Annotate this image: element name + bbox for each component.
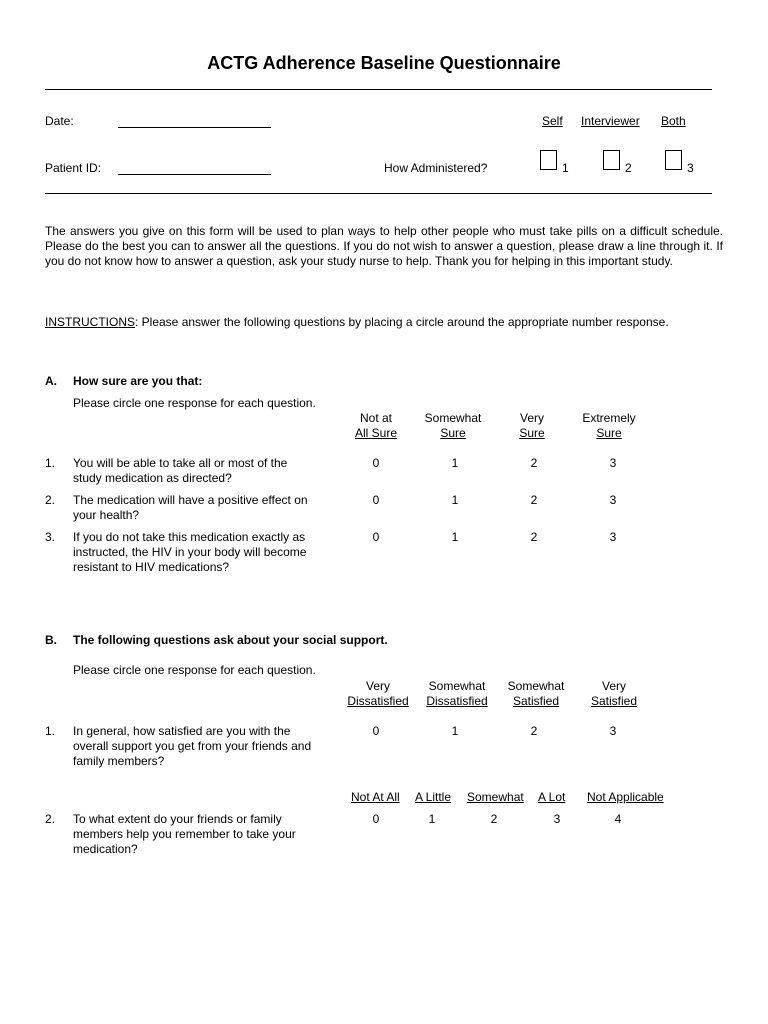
instructions	[45, 315, 669, 329]
scale-b-3: Very Satisfied	[590, 679, 638, 708]
response-a1-0[interactable]: 0	[372, 456, 380, 470]
section-b-letter: B.	[45, 633, 57, 647]
scale-b2-4: Not Applicable	[587, 790, 664, 804]
intro-paragraph: The answers you give on this form will be used to plan ways to help other people who must take pills on a difficult schedule. Please do the best you can to answer all the questions. If you do not wish to answer a question, please draw a line through it. If you do not know how to answer a question, ask your study nurse to help. Thank you for helping in this important study.	[45, 224, 723, 268]
section-b-subheading: Please circle one response for each question.	[73, 663, 316, 677]
option-both-label: Both	[661, 114, 686, 128]
scale-b-0: Very Dissatisfied	[347, 679, 409, 708]
scale-b-2: Somewhat Satisfied	[507, 679, 565, 708]
date-field[interactable]	[118, 127, 271, 128]
response-a3-3[interactable]: 3	[609, 530, 617, 544]
scale-a-0: Not at All Sure	[354, 411, 398, 440]
response-a1-1[interactable]: 1	[451, 456, 459, 470]
question-b1-number: 1.	[45, 724, 56, 738]
response-b2-1[interactable]: 1	[428, 812, 436, 826]
instructions-text: : Please answer the following questions by placing a circle around the appropriate number response.	[135, 315, 669, 329]
page-title: ACTG Adherence Baseline Questionnaire	[207, 53, 561, 73]
scale-b2-0: Not At All	[351, 790, 400, 804]
scale-a-1: Somewhat Sure	[424, 411, 482, 440]
response-b2-2[interactable]: 2	[490, 812, 498, 826]
response-a2-0[interactable]: 0	[372, 493, 380, 507]
response-a2-1[interactable]: 1	[451, 493, 459, 507]
response-a2-3[interactable]: 3	[609, 493, 617, 507]
option-interviewer-checkbox[interactable]	[603, 150, 620, 170]
question-a1-number: 1.	[45, 456, 56, 470]
section-a-letter: A.	[45, 374, 57, 388]
response-a1-3[interactable]: 3	[609, 456, 617, 470]
response-a2-2[interactable]: 2	[530, 493, 538, 507]
scale-a-3: Extremely Sure	[582, 411, 636, 440]
option-both-checkbox[interactable]	[665, 150, 682, 170]
section-a-subheading: Please circle one response for each question.	[73, 396, 316, 410]
response-b2-0[interactable]: 0	[372, 812, 380, 826]
response-a3-0[interactable]: 0	[372, 530, 380, 544]
question-a2-number: 2.	[45, 493, 56, 507]
option-self-number: 1	[562, 161, 569, 175]
response-a3-1[interactable]: 1	[451, 530, 459, 544]
scale-b2-2: Somewhat	[467, 790, 524, 804]
option-interviewer-number: 2	[625, 161, 632, 175]
question-a3-number: 3.	[45, 530, 56, 544]
patient-id-label: Patient ID:	[45, 161, 102, 175]
instructions-label: INSTRUCTIONS	[45, 315, 135, 329]
option-self-label: Self	[542, 114, 563, 128]
scale-b2-3: A Lot	[538, 790, 566, 804]
response-a1-2[interactable]: 2	[530, 456, 538, 470]
response-b2-3[interactable]: 3	[553, 812, 561, 826]
response-b1-1[interactable]: 1	[451, 724, 459, 738]
patient-id-field[interactable]	[118, 174, 271, 175]
section-b-heading: The following questions ask about your social support.	[73, 633, 388, 647]
scale-b2-1: A Little	[415, 790, 452, 804]
question-a2-text: The medication will have a positive effect on your health?	[73, 493, 308, 522]
scale-a-2: Very Sure	[519, 411, 545, 440]
question-b2-number: 2.	[45, 812, 56, 826]
question-a3-text: If you do not take this medication exactly as instructed, the HIV in your body will become resistant to HIV medications?	[73, 530, 307, 574]
title-divider	[45, 89, 712, 90]
response-b1-3[interactable]: 3	[609, 724, 617, 738]
question-b1-text: In general, how satisfied are you with the overall support you get from your friends and family members?	[73, 724, 312, 768]
response-b1-2[interactable]: 2	[530, 724, 538, 738]
option-both-number: 3	[687, 161, 694, 175]
question-b2-text: To what extent do your friends or family members help you remember to take your medication?	[73, 812, 296, 856]
response-b2-4[interactable]: 4	[614, 812, 622, 826]
option-self-checkbox[interactable]	[540, 150, 557, 170]
question-a1-text: You will be able to take all or most of the study medication as directed?	[73, 456, 288, 485]
option-interviewer-label: Interviewer	[581, 114, 640, 128]
response-a3-2[interactable]: 2	[530, 530, 538, 544]
section-a-heading: How sure are you that:	[73, 374, 203, 388]
response-b1-0[interactable]: 0	[372, 724, 380, 738]
how-administered-label: How Administered?	[384, 161, 488, 175]
header-divider	[45, 193, 712, 194]
scale-b-1: Somewhat Dissatisfied	[426, 679, 488, 708]
date-label: Date:	[45, 114, 74, 128]
